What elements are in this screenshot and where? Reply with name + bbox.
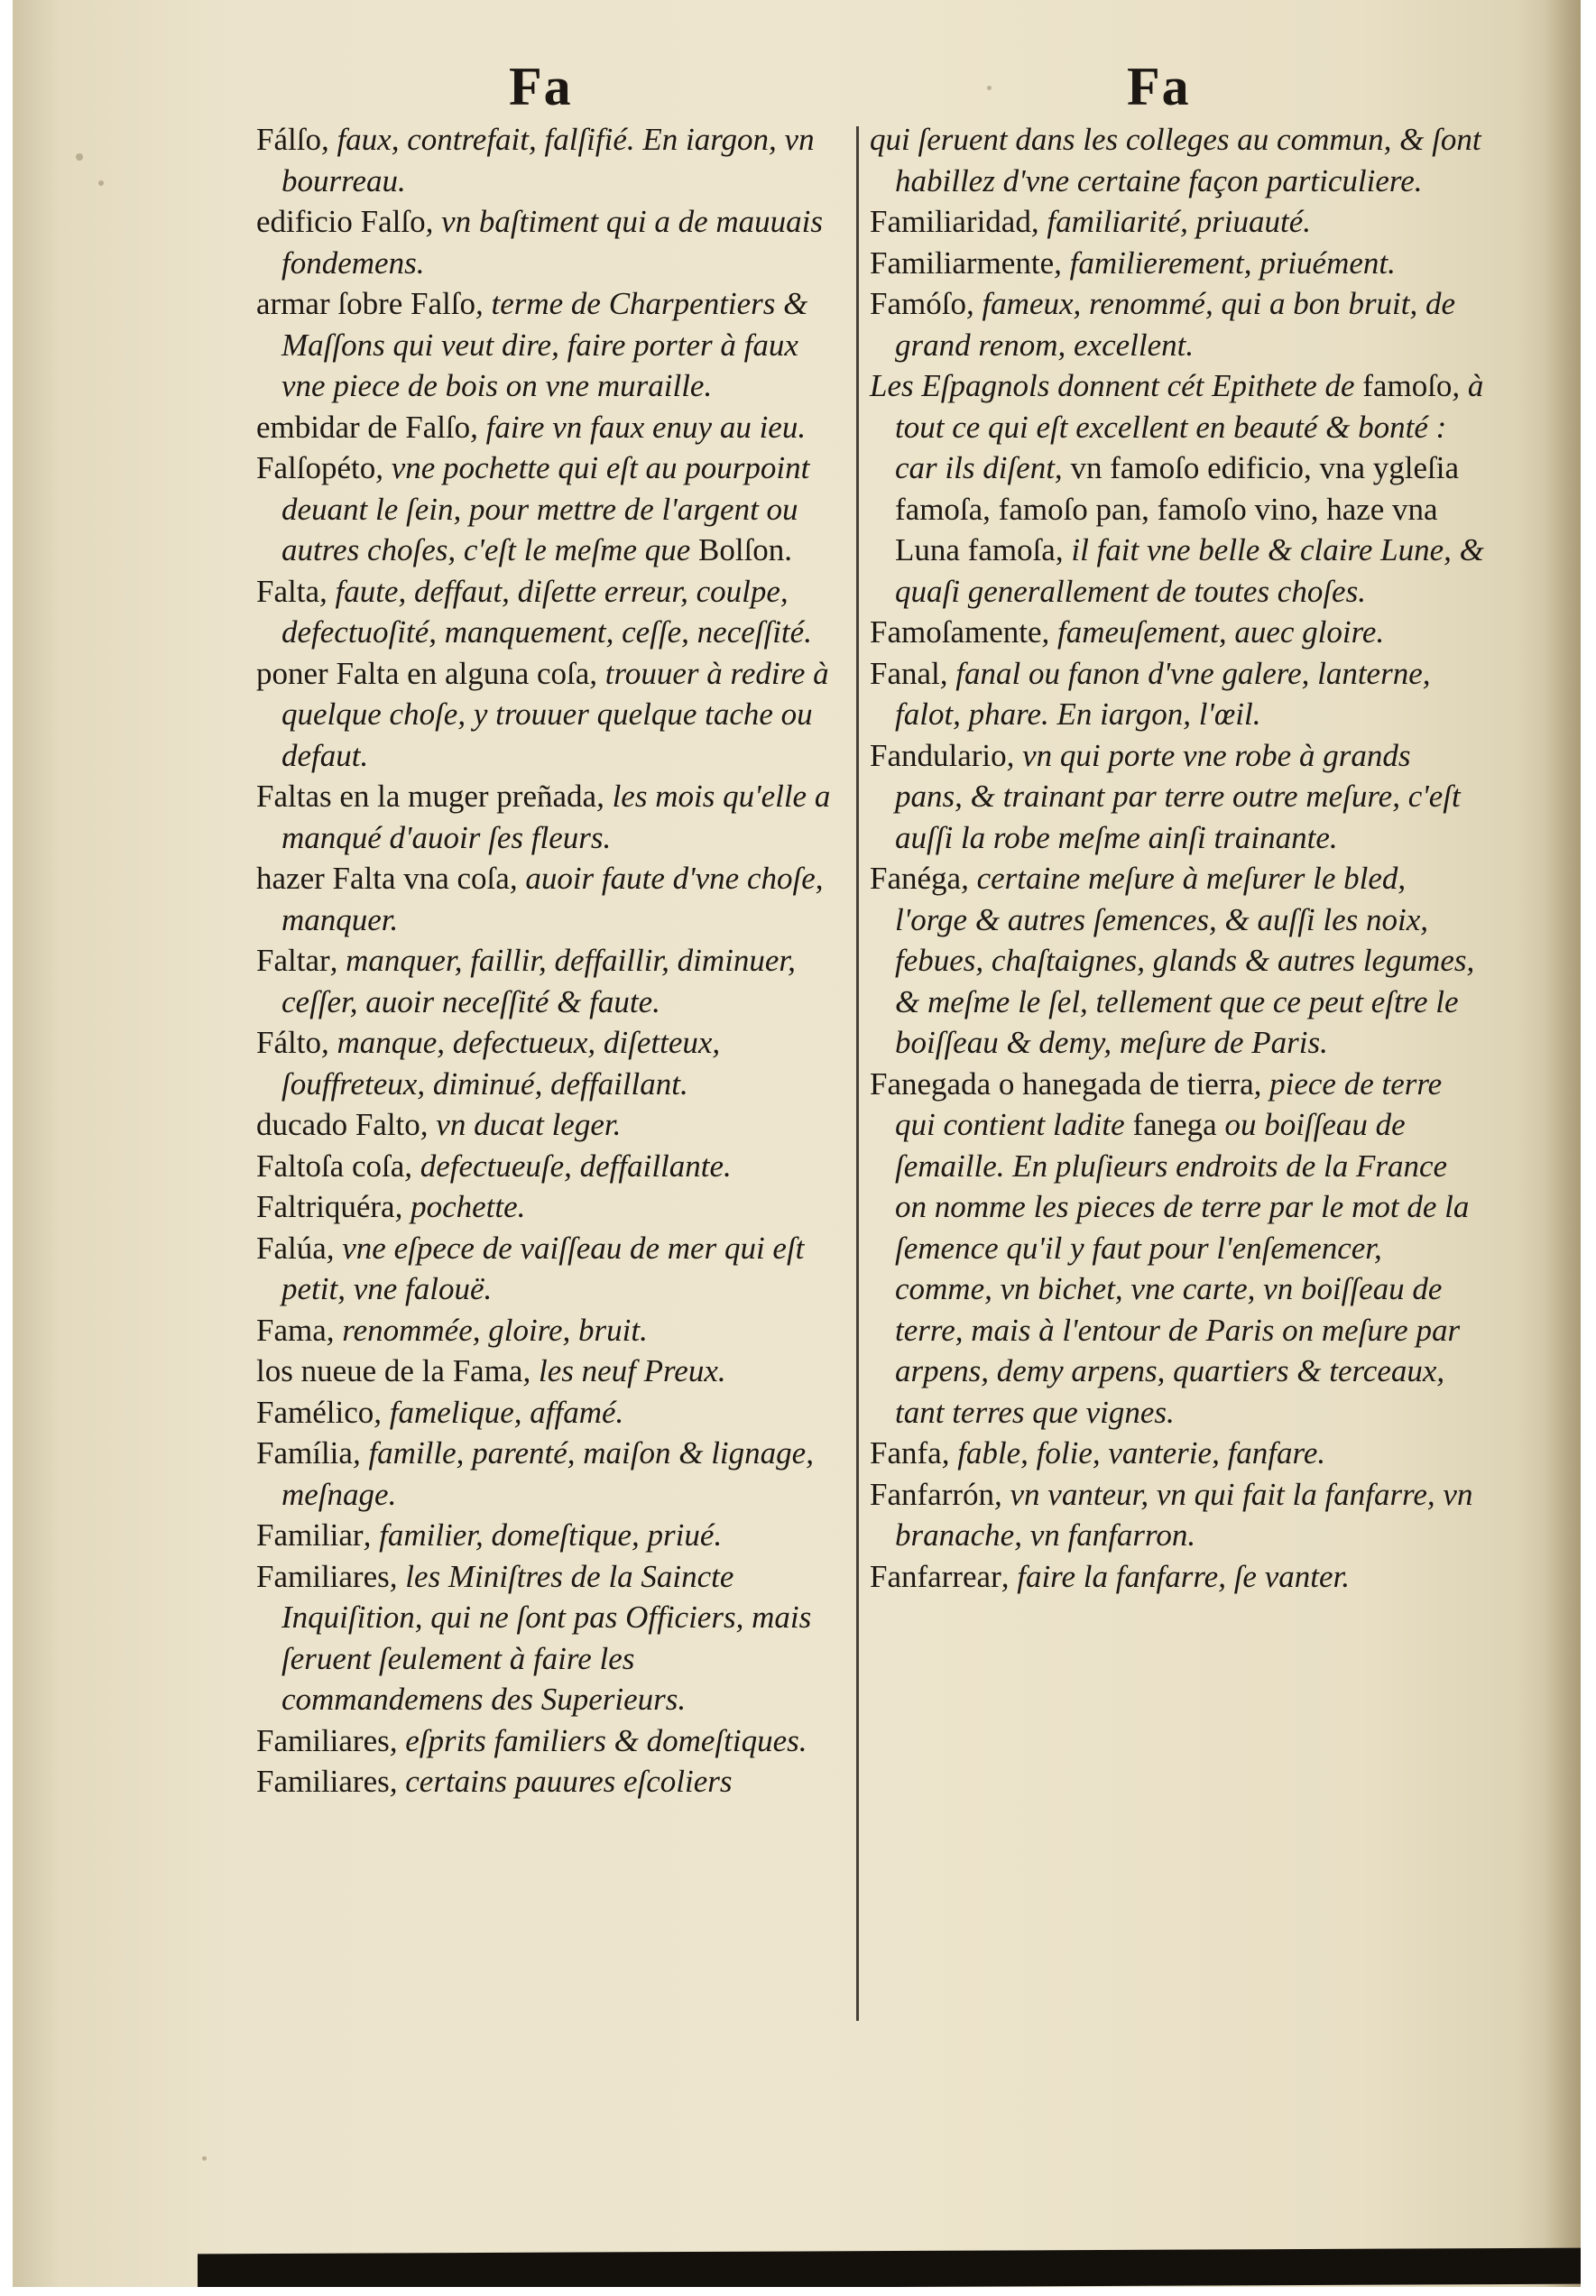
- dictionary-entry: Faltar, manquer, faillir, deffaillir, diminuer, ceſſer, auoir neceſſité & faute.: [256, 943, 796, 1019]
- dictionary-entry: los nueue de la Fama, les neuf Preux.: [256, 1353, 726, 1388]
- dictionary-entry: Falſopéto, vne pochette qui eſt au pourpoint deuant le ſein, pour mettre de l'argent ou autres choſes, c'eſt le meſme que Bolſon.: [256, 450, 810, 567]
- dictionary-entry: Famoſamente, fameuſement, auec gloire.: [870, 614, 1385, 650]
- page-edge-shadow: [1545, 0, 1581, 2287]
- column-rule: [856, 126, 859, 2021]
- dictionary-entry: Faltoſa coſa, defectueuſe, deffaillante.: [256, 1148, 732, 1184]
- right-column: [870, 119, 1485, 1597]
- paper-speck: [987, 86, 992, 90]
- dictionary-entry: Fanfarrear, faire la fanfarre, ſe vanter.: [870, 1558, 1350, 1594]
- running-head-right: Fa: [1127, 57, 1191, 116]
- paper-speck: [76, 153, 83, 161]
- dictionary-entry: hazer Falta vna coſa, auoir faute d'vne choſe, manquer.: [256, 861, 824, 937]
- dictionary-entry: Família, famille, parenté, maiſon & lignage, meſnage.: [256, 1435, 814, 1512]
- dark-scan-border: [198, 2248, 1581, 2287]
- dictionary-entry: Fálto, manque, defectueux, diſetteux, ſouffreteux, diminué, deffaillant.: [256, 1025, 721, 1102]
- left-column: [256, 119, 843, 1803]
- dictionary-entry: qui ſeruent dans les colleges au commun, & ſont habillez d'vne certaine façon particuliere.: [870, 122, 1481, 198]
- dictionary-entry: Familiaridad, familiarité, priuauté.: [870, 204, 1311, 239]
- running-head-left: Fa: [509, 57, 573, 116]
- dictionary-entry: Fanéga, certaine meſure à meſurer le bled, l'orge & autres ſemences, & auſſi les noix, febues, chaſtaignes, glands & autres legumes, & meſme le ſel, tellement que ce peut eſtre le boiſſeau & demy, meſure de Paris.: [870, 861, 1475, 1060]
- dictionary-entry: Familiarmente, familierement, priuément.: [870, 244, 1396, 281]
- dictionary-entry: Familiares, eſprits familiers & domeſtiques.: [256, 1722, 807, 1758]
- dictionary-entry: Familiar, familier, domeſtique, priué.: [256, 1517, 723, 1553]
- dictionary-entry: Falúa, vne eſpece de vaiſſeau de mer qui eſt petit, vne falouë.: [256, 1230, 805, 1306]
- dictionary-entry: Fama, renommée, gloire, bruit.: [256, 1312, 648, 1348]
- dictionary-entry: Fanal, fanal ou fanon d'vne galere, lanterne, falot, phare. En iargon, l'œil.: [870, 655, 1431, 732]
- dictionary-entry: ducado Falto, vn ducat leger.: [256, 1107, 622, 1142]
- book-page: [13, 0, 1581, 2287]
- dictionary-entry: Fanegada o hanegada de tierra, piece de terre qui contient ladite fanega ou boiſſeau de ſemaille. En pluſieurs endroits de la France on nomme les pieces de terre par le mot de la ſemence qu'il y faut pour l'enſemencer, comme, vn bichet, vne carte, vn boiſſeau de terre, mais à l'entour de Paris on meſure par arpens, demy arpens, quartiers & terceaux, tant terres que vignes.: [870, 1065, 1470, 1430]
- dictionary-entry: embidar de Falſo, faire vn faux enuy au ieu.: [256, 409, 807, 445]
- dictionary-entry: Fanfa, fable, folie, vanterie, fanfare.: [870, 1435, 1326, 1471]
- dictionary-entry: Fálſo, faux, contrefait, falſifié. En iargon, vn bourreau.: [256, 122, 815, 198]
- dictionary-entry: Fandulario, vn qui porte vne robe à grands pans, & trainant par terre outre meſure, c'eſt auſſi la robe meſme ainſi trainante.: [870, 737, 1461, 855]
- dictionary-entry: edificio Falſo, vn baſtiment qui a de mauuais fondemens.: [256, 204, 823, 281]
- dictionary-entry: armar ſobre Falſo, terme de Charpentiers & Maſſons qui veut dire, faire porter à faux vne piece de bois on vne muraille.: [256, 286, 808, 403]
- dictionary-entry: Fanfarrón, vn vanteur, vn qui fait la fanfarre, vn branache, vn fanfarron.: [870, 1476, 1473, 1553]
- dictionary-entry: Faltriquéra, pochette.: [256, 1189, 526, 1224]
- dictionary-entry: Famóſo, fameux, renommé, qui a bon bruit, de grand renom, excellent.: [870, 286, 1456, 363]
- dictionary-entry: Les Eſpagnols donnent cét Epithete de famoſo, à tout ce qui eſt excellent en beauté & bonté : car ils diſent, vn famoſo edificio, vna ygleſia famoſa, famoſo pan, famoſo vino, haze vna Luna famoſa, il fait vne belle & claire Lune, & quaſi generallement de toutes choſes.: [870, 368, 1484, 609]
- dictionary-entry: poner Falta en alguna coſa, trouuer à redire à quelque choſe, y trouuer quelque tache ou defaut.: [256, 655, 829, 773]
- dictionary-entry: Faltas en la muger preñada, les mois qu'elle a manqué d'auoir ſes fleurs.: [256, 779, 831, 855]
- dictionary-entry: Famélico, famelique, affamé.: [256, 1394, 624, 1430]
- paper-speck: [98, 180, 104, 186]
- dictionary-entry: Falta, faute, deffaut, diſette erreur, coulpe, defectuoſité, manquement, ceſſe, neceſſité.: [256, 573, 812, 650]
- dictionary-entry: Familiares, certains pauures eſcoliers: [256, 1764, 733, 1799]
- dictionary-entry: Familiares, les Miniſtres de la Saincte Inquiſition, qui ne ſont pas Officiers, mais ſeruent ſeulement à faire les commandemens des Superieurs.: [256, 1558, 812, 1717]
- paper-speck: [202, 2156, 207, 2161]
